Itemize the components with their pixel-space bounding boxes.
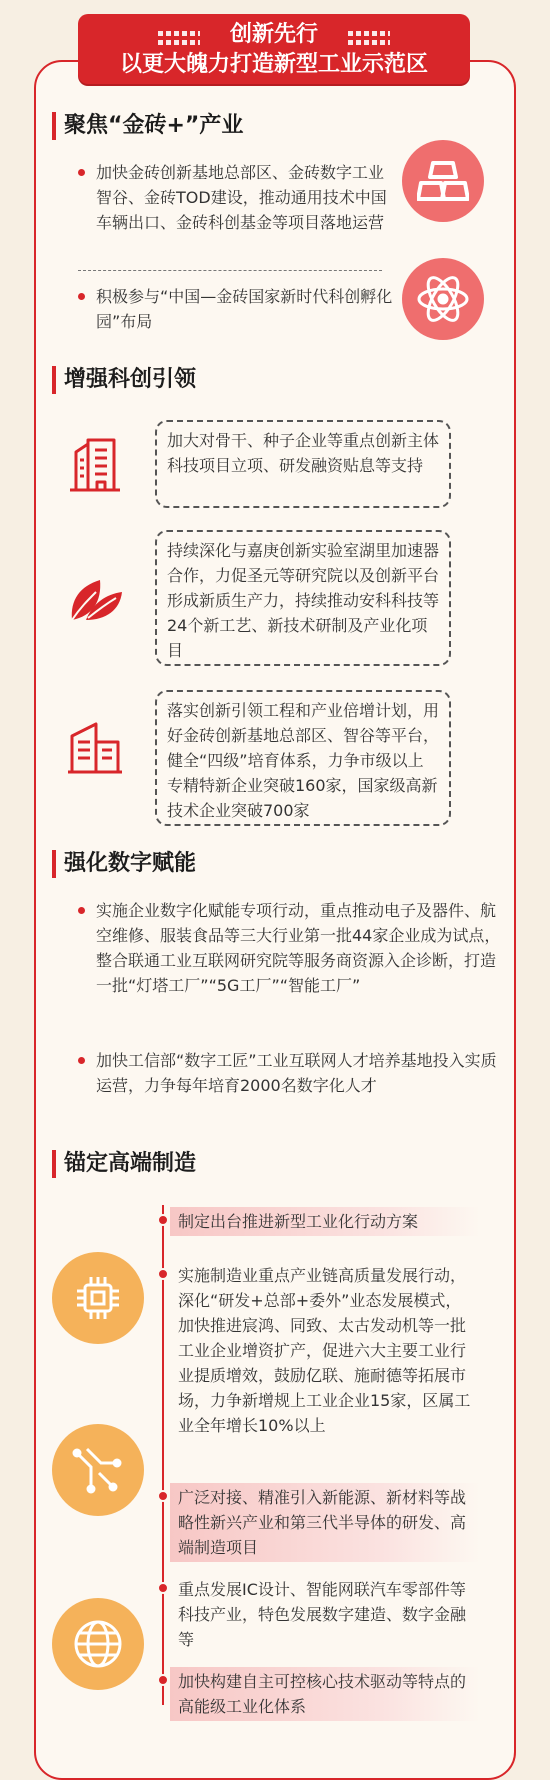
timeline-dot: [157, 1582, 169, 1594]
dashed-divider: [78, 270, 382, 271]
timeline-dot: [157, 1214, 169, 1226]
header-title: 创新先行: [229, 22, 318, 47]
manufacturing-item-4: 重点发展IC设计、智能网联汽车零部件等科技产业，特色发展数字建造、数字金融等: [178, 1580, 467, 1649]
section3-item-2: 加快工信部“数字工匠”工业互联网人才培养基地投入实质运营，力争每年培育2000名数字化人才: [78, 1048, 506, 1098]
chip-icon: [52, 1252, 144, 1344]
timeline-line: [162, 1205, 164, 1705]
innovation-support-box: 加大对骨干、种子企业等重点创新主体科技项目立项、研发融资贴息等支持: [155, 420, 451, 508]
timeline-dot: [157, 1268, 169, 1280]
circuit-icon: [52, 1424, 144, 1516]
timeline-dot: [157, 1674, 169, 1686]
page-header: [78, 14, 470, 84]
section1-item-2: 积极参与“中国—金砖国家新时代科创孵化园”布局: [78, 284, 396, 334]
manufacturing-item-1: 制定出台推进新型工业化行动方案: [170, 1207, 480, 1236]
header-subtitle: 以更大魄力打造新型工业示范区: [119, 52, 428, 77]
section-title-innovation: 增强科创引领: [52, 364, 196, 396]
section3-item-1: 实施企业数字化赋能专项行动，重点推动电子及器件、航空维修、服装食品等三大行业第一批44家企业成为试点，整合联通工业互联网研究院等服务商资源入企诊断，打造一批“灯塔工厂”“5G工厂”“智能工厂”: [78, 898, 506, 998]
section-title-digital: 强化数字赋能: [52, 848, 196, 880]
timeline-dot: [157, 1490, 169, 1502]
section1-item-1: 加快金砖创新基地总部区、金砖数字工业智谷、金砖TOD建设，推动通用技术中国车辆出口、金砖科创基金等项目落地运营: [78, 160, 396, 235]
section-title-manufacturing: 锚定高端制造: [52, 1148, 196, 1180]
section-title-golden-bricks: 聚焦“金砖+”产业: [52, 110, 243, 142]
factory-building-icon: [66, 718, 124, 776]
gold-bars-icon: [402, 140, 484, 222]
leaf-icon: [66, 570, 124, 628]
manufacturing-item-2: 实施制造业重点产业链高质量发展行动，深化“研发+总部+委外”业态发展模式，加快推进宸鸿、同致、太古发动机等一批工业企业增资扩产，促进六大主要工业行业提质增效，鼓励亿联、施耐德等拓展市场，力争新增规上工业企业15家，区属工业全年增长10%以上: [178, 1266, 471, 1435]
globe-icon: [52, 1598, 144, 1690]
manufacturing-item-5: 加快构建自主可控核心技术驱动等特点的高能级工业化体系: [170, 1667, 480, 1721]
innovation-leading-box: 落实创新引领工程和产业倍增计划，用好金砖创新基地总部区、智谷等平台，健全“四级”培育体系，力争市级以上专精特新企业突破160家，国家级高新技术企业突破700家: [155, 690, 451, 826]
manufacturing-item-3: 广泛对接、精准引入新能源、新材料等战略性新兴产业和第三代半导体的研发、高端制造项目: [170, 1483, 480, 1562]
atom-icon: [402, 258, 484, 340]
office-building-icon: [66, 436, 124, 494]
lab-cooperation-box: 持续深化与嘉庚创新实验室湖里加速器合作，力促圣元等研究院以及创新平台形成新质生产力，持续推动安科科技等24个新工艺、新技术研制及产业化项目: [155, 530, 451, 666]
